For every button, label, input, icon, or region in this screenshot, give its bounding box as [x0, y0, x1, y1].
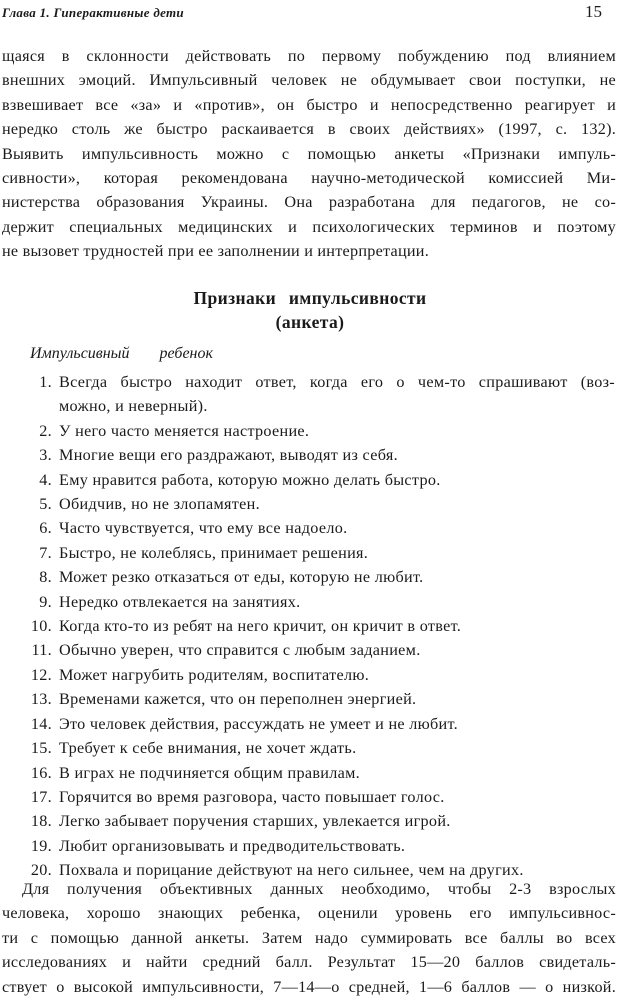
- intro-paragraph: [2, 44, 616, 264]
- item-number: 13.: [30, 690, 52, 709]
- text-line: не вызовет трудностей при ее заполнении и интерпретации.: [2, 242, 430, 261]
- item-text: Ему нравится работа, которую можно делать быстро.: [59, 470, 441, 489]
- text-line: нередко столь же быстро раскаивается в своих действиях» (1997, с. 132).: [2, 120, 616, 139]
- text-line: ствует о высокой импульсивности, 7—14—о средней, 1—6 баллов — о низкой.: [2, 977, 616, 996]
- item-number: 16.: [30, 763, 52, 782]
- list-item: [0, 565, 620, 589]
- item-text: В играх не подчиняется общим правилам.: [59, 763, 360, 782]
- questionnaire-items: [0, 370, 620, 883]
- questionnaire-subtitle: (анкета): [275, 312, 345, 332]
- item-text: Это человек действия, рассуждать не умеет и не любит.: [59, 714, 459, 733]
- text-line: сивности», которая рекомендована научно-методической комиссией Ми-: [2, 169, 616, 188]
- questionnaire-title: Признаки импульсивности: [193, 288, 427, 308]
- questionnaire-subject: Импульсивный ребенок: [30, 345, 213, 362]
- item-text: Может нагрубить родителям, воспитателю.: [59, 665, 370, 684]
- item-text: Обычно уверен, что справится с любым заданием.: [59, 641, 421, 660]
- list-item: [0, 614, 620, 638]
- list-item: [0, 712, 620, 736]
- item-number: 12.: [30, 665, 52, 684]
- text-line: нистерства образования Украины. Она разработана для педагогов, не со-: [2, 193, 616, 212]
- text-line: взвешивает все «за» и «против», он быстро и непосредственно реагирует и: [2, 95, 616, 114]
- item-text: Когда кто-то из ребят на него кричит, он кричит в ответ.: [59, 617, 462, 636]
- item-text: Требует к себе внимания, не хочет ждать.: [59, 739, 357, 758]
- item-number: 17.: [30, 787, 52, 806]
- list-item: [0, 419, 620, 443]
- item-number: 14.: [30, 714, 52, 733]
- list-item: [0, 516, 620, 540]
- list-item: [0, 492, 620, 516]
- item-number: 20.: [30, 861, 52, 880]
- list-item: [0, 590, 620, 614]
- list-item: [0, 761, 620, 785]
- text-line: Для получения объективных данных необходимо, чтобы 2-3 взрослых: [22, 880, 616, 898]
- text-line: держит специальных медицинских и психологических терминов и поэтому: [2, 217, 616, 236]
- text-line: внешних эмоций. Импульсивный человек не обдумывает свои поступки, не: [2, 71, 616, 90]
- running-header: [2, 2, 602, 24]
- chapter-title: Глава 1. Гиперактивные дети: [2, 5, 184, 20]
- item-text: Горячится во время разговора, часто повышает голос.: [59, 787, 445, 806]
- list-item: [0, 785, 620, 809]
- list-item: [0, 663, 620, 687]
- text-line: ти с помощью данной анкеты. Затем надо суммировать все баллы во всех: [2, 928, 616, 947]
- item-number: 19.: [30, 836, 52, 855]
- list-item: [0, 687, 620, 711]
- item-text: Часто чувствуется, что ему все надоело.: [59, 519, 348, 538]
- page-number: 15: [585, 2, 602, 21]
- item-number: 15.: [30, 739, 52, 758]
- item-text: Нередко отвлекается на занятиях.: [59, 592, 301, 611]
- item-text: Многие вещи его раздражают, выводят из себя.: [59, 446, 398, 465]
- list-item: [0, 468, 620, 492]
- item-number: 4.: [39, 470, 52, 489]
- list-item: [0, 834, 620, 858]
- list-item: [0, 541, 620, 565]
- text-line: исследованиях и найти средний балл. Результат 15—20 баллов свидеталь-: [2, 953, 616, 972]
- item-number: 1.: [39, 373, 52, 391]
- item-text: [59, 370, 620, 419]
- item-text: Любит организовывать и предводительствовать.: [59, 836, 406, 855]
- outro-paragraph: [2, 877, 616, 999]
- item-text: Легко забывает поручения старших, увлекается игрой.: [59, 812, 451, 831]
- list-item: [0, 370, 620, 419]
- item-text: Похвала и порицание действуют на него сильнее, чем на других.: [59, 861, 524, 880]
- item-number: 8.: [39, 568, 52, 587]
- list-item: [0, 736, 620, 760]
- item-text-line: Всегда быстро находит ответ, когда его о чем-то спрашивают (воз-: [59, 373, 615, 391]
- item-text: У него часто меняется настроение.: [59, 421, 310, 440]
- item-text-line: можно, и неверный).: [59, 397, 208, 416]
- text-line: Выявить импульсивность можно с помощью анкеты «Признаки импуль-: [2, 144, 616, 163]
- item-number: 7.: [39, 543, 52, 562]
- item-number: 5.: [39, 495, 52, 514]
- list-item: [0, 443, 620, 467]
- item-text: Временами кажется, что он переполнен энергией.: [59, 690, 417, 709]
- item-number: 11.: [31, 641, 52, 660]
- item-text: Обидчив, но не злопамятен.: [59, 495, 260, 514]
- item-text: Может резко отказаться от еды, которую не любит.: [59, 568, 424, 587]
- item-number: 10.: [30, 617, 52, 636]
- text-line: человека, хорошо знающих ребенка, оценили уровень его импульсивнос-: [2, 904, 616, 923]
- item-number: 2.: [39, 421, 52, 440]
- item-number: 3.: [39, 446, 52, 465]
- list-item: [0, 638, 620, 662]
- text-line: щаяся в склонности действовать по первому побуждению под влиянием: [2, 47, 616, 65]
- item-number: 9.: [39, 592, 52, 611]
- item-text: Быстро, не колеблясь, принимает решения.: [59, 543, 369, 562]
- item-number: 18.: [30, 812, 52, 831]
- item-number: 6.: [39, 519, 52, 538]
- list-item: [0, 809, 620, 833]
